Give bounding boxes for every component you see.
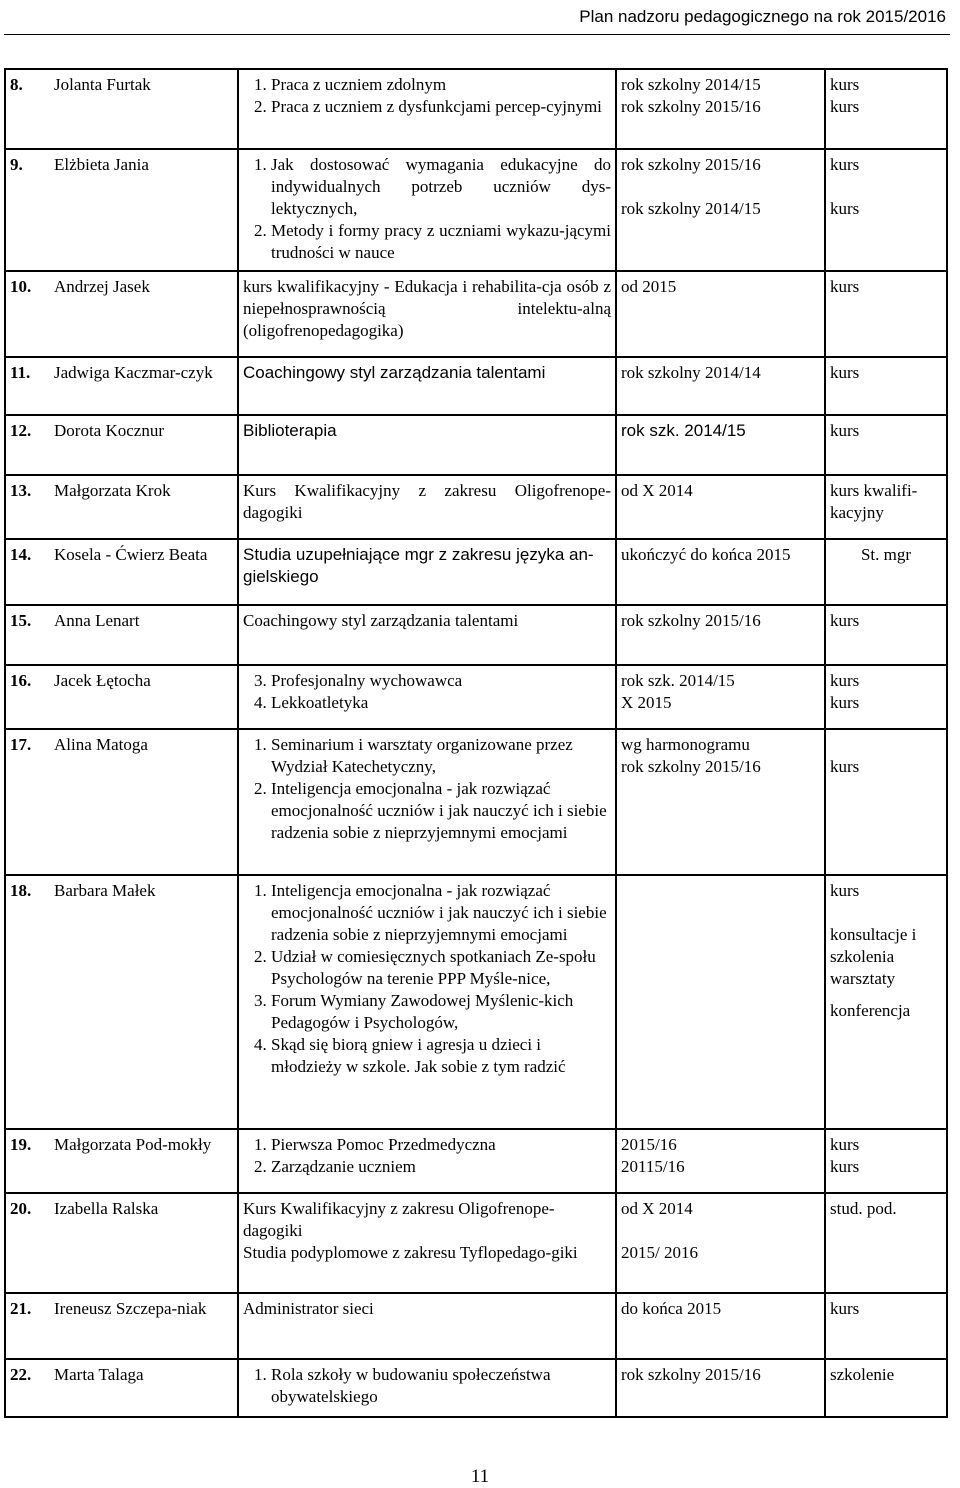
teacher-training-table (4, 68, 948, 1418)
training-topic: Coachingowy styl zarządzania talentami (238, 605, 616, 665)
teacher-name: Anna Lenart (54, 611, 140, 630)
topic-item: 2. Inteligencja emocjonalna - jak rozwiązać emocjonalność uczniów i jak nauczyć ich i siebie radzenia sobie z nieprzyjemnymi emocjami (271, 778, 611, 844)
teacher-name: Dorota Kocznur (54, 421, 164, 440)
form-cell (825, 1193, 947, 1293)
form-cell (825, 605, 947, 665)
form-line: szkolenie (830, 1365, 895, 1384)
form-cell (825, 1359, 947, 1417)
table-row (5, 729, 947, 875)
header-rule (4, 34, 950, 35)
form-line: kurs (830, 881, 860, 900)
page-number: 11 (470, 1466, 490, 1487)
teacher-cell (5, 475, 238, 539)
date-line: do końca 2015 (621, 1299, 722, 1318)
form-cell (825, 729, 947, 875)
table-row (5, 149, 947, 271)
date-cell (616, 357, 825, 415)
teacher-cell (5, 1193, 238, 1293)
row-number: 20. (10, 1199, 32, 1218)
form-cell (825, 271, 947, 357)
date-line: rok szkolny 2014/15 (621, 199, 761, 218)
teacher-name: Elżbieta Jania (54, 155, 149, 174)
date-cell (616, 729, 825, 875)
form-line: St. mgr (860, 545, 912, 564)
topic-item: 1. Rola szkoły w budowaniu społeczeństwa obywatelskiego (271, 1364, 611, 1408)
row-number: 9. (10, 155, 23, 174)
page-header-title: Plan nadzoru pedagogicznego na rok 2015/2016 (579, 7, 946, 26)
date-line: wg harmonogramu (621, 735, 750, 754)
row-number: 17. (10, 735, 32, 754)
teacher-cell (5, 875, 238, 1129)
teacher-cell (5, 1293, 238, 1359)
form-cell (825, 1293, 947, 1359)
date-cell (616, 69, 825, 149)
teacher-cell (5, 539, 238, 605)
table-row (5, 605, 947, 665)
date-line: rok szk. 2014/15 (621, 421, 746, 440)
topic-line: Studia podyplomowe z zakresu Tyflopedago-giki (243, 1243, 578, 1262)
teacher-name: Barbara Małek (54, 881, 156, 900)
date-cell (616, 475, 825, 539)
table-row (5, 665, 947, 729)
teacher-name: Marta Talaga (54, 1365, 144, 1384)
teacher-cell (5, 415, 238, 475)
date-cell (616, 665, 825, 729)
date-line: rok szkolny 2014/14 (621, 363, 761, 382)
table-row (5, 271, 947, 357)
form-line: konferencja (830, 1001, 911, 1020)
row-number: 13. (10, 481, 32, 500)
date-cell (616, 1193, 825, 1293)
training-topics (238, 875, 616, 1129)
training-topic: Administrator sieci (238, 1293, 616, 1359)
row-number: 18. (10, 881, 32, 900)
date-line: rok szkolny 2015/16 (621, 97, 761, 116)
table-row (5, 475, 947, 539)
form-cell (825, 69, 947, 149)
topic-item: 3. Profesjonalny wychowawca (271, 670, 611, 692)
form-line: kurs (830, 671, 860, 690)
form-line: kurs (830, 757, 860, 776)
form-cell (825, 665, 947, 729)
training-topics (238, 1359, 616, 1417)
topic-line: Kurs Kwalifikacyjny z zakresu Oligofrenope-dagogiki (243, 1199, 555, 1240)
row-number: 16. (10, 671, 32, 690)
date-cell (616, 271, 825, 357)
teacher-name: Jacek Łętocha (54, 671, 151, 690)
date-cell (616, 1359, 825, 1417)
row-number: 19. (10, 1135, 32, 1154)
form-line: kurs (830, 1135, 860, 1154)
training-topics (238, 1193, 616, 1293)
date-line: rok szkolny 2015/16 (621, 155, 761, 174)
teacher-cell (5, 729, 238, 875)
table-row (5, 1193, 947, 1293)
date-line: od X 2014 (621, 481, 693, 500)
teacher-name: Alina Matoga (54, 735, 148, 754)
teacher-name: Małgorzata Krok (54, 481, 171, 500)
row-number: 12. (10, 421, 32, 440)
teacher-cell (5, 271, 238, 357)
table-row (5, 539, 947, 605)
form-line: kurs kwalifi-kacyjny (830, 481, 918, 522)
teacher-name: Ireneusz Szczepa-niak (54, 1299, 207, 1318)
date-line: 2015/16 (621, 1135, 677, 1154)
training-topics (238, 1129, 616, 1193)
form-cell (825, 1129, 947, 1193)
teacher-cell (5, 605, 238, 665)
training-topic: kurs kwalifikacyjny - Edukacja i rehabilita-cja osób z niepełnosprawnością intelektu-alną (oligofrenopedagogika) (238, 271, 616, 357)
topic-item: 1. Praca z uczniem zdolnym (271, 74, 611, 96)
row-number: 15. (10, 611, 32, 630)
training-topic: Coachingowy styl zarządzania talentami (238, 357, 616, 415)
table-row (5, 415, 947, 475)
topic-item: 2. Metody i formy pracy z uczniami wykazu-jącymi trudności w nauce (271, 220, 611, 264)
form-line: kurs (830, 199, 860, 218)
form-cell (825, 539, 947, 605)
teacher-cell (5, 1359, 238, 1417)
training-topics (238, 69, 616, 149)
table-row (5, 69, 947, 149)
form-line: kurs (830, 363, 860, 382)
teacher-cell (5, 149, 238, 271)
topic-item: 3. Forum Wymiany Zawodowej Myślenic-kich Pedagogów i Psychologów, (271, 990, 611, 1034)
topic-item: 1. Pierwsza Pomoc Przedmedyczna (271, 1134, 611, 1156)
date-line: rok szkolny 2015/16 (621, 757, 761, 776)
form-line: kurs (830, 693, 860, 712)
teacher-name: Kosela - Ćwierz Beata (54, 545, 208, 564)
form-line: kurs (830, 421, 860, 440)
teacher-cell (5, 665, 238, 729)
form-line: kurs (830, 1157, 860, 1176)
teacher-cell (5, 1129, 238, 1193)
row-number: 10. (10, 277, 32, 296)
form-line: kurs (830, 1299, 860, 1318)
topic-item: 1. Inteligencja emocjonalna - jak rozwiązać emocjonalność uczniów i jak nauczyć ich i siebie radzenia sobie z nieprzyjemnymi emocjami (271, 880, 611, 946)
date-line: X 2015 (621, 693, 672, 712)
date-cell (616, 149, 825, 271)
form-cell (825, 875, 947, 1129)
training-topic: Kurs Kwalifikacyjny z zakresu Oligofrenope-dagogiki (238, 475, 616, 539)
teacher-cell (5, 357, 238, 415)
table-row (5, 1359, 947, 1417)
topic-item: 1. Seminarium i warsztaty organizowane przez Wydział Katechetyczny, (271, 734, 611, 778)
date-line: ukończyć do końca 2015 (621, 545, 791, 564)
date-line: rok szkolny 2015/16 (621, 1365, 761, 1384)
table-row (5, 357, 947, 415)
form-line: konsultacje i szkolenia warsztaty (830, 925, 917, 988)
training-topic: Studia uzupełniające mgr z zakresu języka an-gielskiego (238, 539, 616, 605)
topic-item: 2. Udział w comiesięcznych spotkaniach Ze-społu Psychologów na terenie PPP Myśle-nice, (271, 946, 611, 990)
form-cell (825, 475, 947, 539)
table-row (5, 1293, 947, 1359)
form-line: kurs (830, 75, 860, 94)
row-number: 22. (10, 1365, 32, 1384)
training-topic: Biblioterapia (238, 415, 616, 475)
training-topics (238, 729, 616, 875)
form-line: kurs (830, 611, 860, 630)
date-cell (616, 875, 825, 1129)
form-cell (825, 415, 947, 475)
row-number: 11. (10, 363, 31, 382)
table-row (5, 875, 947, 1129)
teacher-name: Jadwiga Kaczmar-czyk (54, 363, 213, 382)
topic-item: 1. Jak dostosować wymagania edukacyjne do indywidualnych potrzeb uczniów dys-lektycznych, (271, 154, 611, 220)
training-topics (238, 149, 616, 271)
teacher-name: Jolanta Furtak (54, 75, 151, 94)
form-line: kurs (830, 155, 860, 174)
date-line: 20115/16 (621, 1157, 685, 1176)
topic-item: 2. Praca z uczniem z dysfunkcjami percep-cyjnymi (271, 96, 611, 118)
teacher-name: Andrzej Jasek (54, 277, 150, 296)
form-line: kurs (830, 97, 860, 116)
teacher-name: Małgorzata Pod-mokły (54, 1135, 212, 1154)
date-cell (616, 1293, 825, 1359)
row-number: 21. (10, 1299, 32, 1318)
teacher-cell (5, 69, 238, 149)
form-line: kurs (830, 277, 860, 296)
row-number: 14. (10, 545, 32, 564)
date-line: od X 2014 (621, 1199, 693, 1218)
date-cell (616, 1129, 825, 1193)
topic-item: 2. Zarządzanie uczniem (271, 1156, 611, 1178)
form-line: stud. pod. (830, 1199, 897, 1218)
date-line: rok szkolny 2014/15 (621, 75, 761, 94)
form-cell (825, 357, 947, 415)
teacher-name: Izabella Ralska (54, 1199, 159, 1218)
date-line: rok szkolny 2015/16 (621, 611, 761, 630)
date-cell (616, 415, 825, 475)
date-line: rok szk. 2014/15 (621, 671, 735, 690)
table-row (5, 1129, 947, 1193)
date-cell (616, 605, 825, 665)
date-line: od 2015 (621, 277, 677, 296)
topic-item: 4. Skąd się biorą gniew i agresja u dzieci i młodzieży w szkole. Jak sobie z tym radzić (271, 1034, 611, 1078)
training-topics (238, 665, 616, 729)
form-cell (825, 149, 947, 271)
row-number: 8. (10, 75, 23, 94)
date-cell (616, 539, 825, 605)
date-line: 2015/ 2016 (621, 1243, 698, 1262)
topic-item: 4. Lekkoatletyka (271, 692, 611, 714)
